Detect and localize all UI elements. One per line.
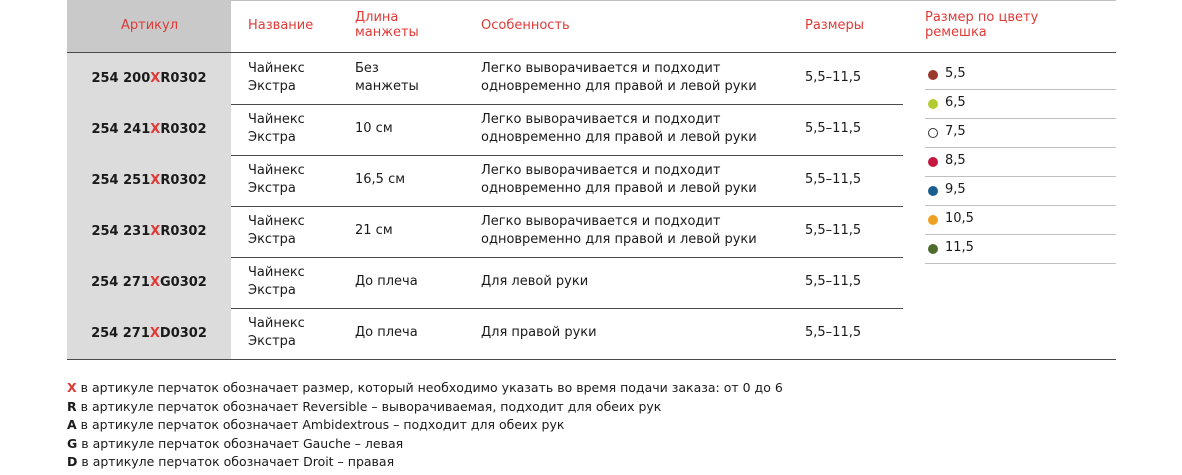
header-sizes: Размеры: [805, 18, 865, 33]
color-size-list: [925, 61, 1116, 264]
product-name: [248, 315, 305, 351]
product-name: [248, 264, 305, 300]
color-size-item: [925, 177, 1116, 206]
product-name-line2: Экстра: [248, 181, 296, 196]
legend-note-key: R: [67, 398, 77, 414]
cuff-length-line1: Без: [355, 61, 379, 76]
product-name-line2: Экстра: [248, 130, 296, 145]
color-size-label: 8,5: [945, 153, 966, 168]
article-prefix: 254 200: [91, 71, 151, 86]
legend-note-text: в артикуле перчаток обозначает Ambidextrous – подходит для обеих рук: [76, 417, 565, 432]
legend-note-text: в артикуле перчаток обозначает Gauche – левая: [77, 435, 404, 451]
feature: [481, 273, 588, 291]
color-size-label: 7,5: [945, 124, 966, 139]
cuff-length-line1: До плеча: [355, 325, 418, 340]
article-size-marker: X: [150, 122, 161, 137]
color-size-label: 11,5: [945, 240, 974, 255]
header-name: Название: [248, 18, 314, 33]
feature-line1: Для правой руки: [481, 325, 597, 340]
feature-line2: одновременно для правой и левой руки: [481, 232, 757, 247]
feature: [481, 324, 597, 342]
color-size-item: [925, 119, 1116, 148]
article-suffix: R0302: [160, 122, 207, 137]
header-color-line2: ремешка: [925, 25, 987, 40]
feature-line2: одновременно для правой и левой руки: [481, 79, 757, 94]
feature: [481, 60, 757, 96]
article-suffix: R0302: [160, 173, 207, 188]
table-row: [67, 104, 903, 155]
feature: [481, 213, 757, 249]
product-name-line2: Экстра: [248, 79, 296, 94]
article-code: [67, 206, 231, 257]
article-size-marker: X: [150, 71, 161, 86]
product-name: [248, 60, 305, 96]
color-size-label: 6,5: [945, 95, 966, 110]
legend-note: [67, 435, 783, 454]
strap-color-dot-icon: [928, 244, 938, 254]
product-name-line1: Чайнекс: [248, 316, 305, 331]
color-size-item: [925, 235, 1116, 264]
strap-color-dot-icon: [928, 99, 938, 109]
product-name-line1: Чайнекс: [248, 61, 305, 76]
feature: [481, 111, 757, 147]
cuff-length: [355, 222, 393, 240]
feature-line1: Легко выворачивается и подходит: [481, 61, 721, 76]
feature-line1: Для левой руки: [481, 274, 589, 289]
feature-line1: Легко выворачивается и подходит: [481, 214, 721, 229]
color-size-label: 5,5: [945, 66, 966, 81]
product-name: [248, 213, 305, 249]
product-name-line1: Чайнекс: [248, 214, 305, 229]
header-top-line: [231, 0, 1116, 1]
product-name-line1: Чайнекс: [248, 265, 305, 280]
article-prefix: 254 231: [91, 224, 151, 239]
header-color-line1: Размер по цвету: [925, 10, 1039, 25]
table-row: [67, 308, 903, 359]
article-size-marker: X: [149, 275, 160, 290]
cuff-length-line1: 10 см: [355, 121, 393, 136]
legend-note: [67, 398, 783, 417]
table-bottom-line: [67, 359, 1116, 360]
size-range: 5,5–11,5: [805, 274, 862, 289]
product-name: [248, 111, 305, 147]
feature: [481, 162, 757, 198]
article-code: [67, 257, 231, 308]
product-name-line2: Экстра: [248, 232, 296, 247]
strap-color-dot-icon: [928, 157, 938, 167]
article-suffix: G0302: [159, 275, 207, 290]
cuff-length: [355, 273, 418, 291]
table-header: [67, 0, 1116, 52]
legend-note-key: A: [67, 417, 77, 432]
header-cuff: [355, 10, 419, 40]
feature-line2: одновременно для правой и левой руки: [481, 181, 757, 196]
header-feature: Особенность: [481, 18, 570, 33]
color-size-item: [925, 148, 1116, 177]
cuff-length-line1: 16,5 см: [355, 172, 406, 187]
product-name-line1: Чайнекс: [248, 163, 305, 178]
legend-note: [67, 416, 783, 435]
size-range: 5,5–11,5: [805, 223, 862, 238]
article-prefix: 254 251: [91, 173, 151, 188]
article-prefix: 254 271: [91, 326, 150, 341]
article-prefix: 254 271: [91, 275, 150, 290]
legend-note: [67, 453, 783, 472]
header-color-size: [925, 10, 1038, 40]
strap-color-dot-icon: [928, 186, 938, 196]
header-cuff-line1: Длина: [355, 10, 399, 25]
article-size-marker: X: [150, 173, 161, 188]
table-row: [67, 257, 903, 308]
strap-color-dot-icon: [928, 128, 938, 138]
legend-note-text: в артикуле перчаток обозначает Droit – правая: [77, 454, 395, 469]
article-suffix: R0302: [160, 224, 207, 239]
header-article: Артикул: [121, 18, 179, 33]
article-suffix: R0302: [160, 71, 207, 86]
product-name-line2: Экстра: [248, 334, 296, 349]
cuff-length-line1: До плеча: [355, 274, 418, 289]
cuff-length: [355, 60, 419, 96]
article-prefix: 254 241: [91, 122, 151, 137]
table-row: [67, 155, 903, 206]
legend-note-key: X: [67, 380, 77, 395]
size-range: 5,5–11,5: [805, 325, 862, 340]
color-size-item: [925, 206, 1116, 235]
cuff-length: [355, 171, 405, 189]
strap-color-dot-icon: [928, 70, 938, 80]
product-name: [248, 162, 305, 198]
feature-line1: Легко выворачивается и подходит: [481, 163, 721, 178]
cuff-length-line1: 21 см: [355, 223, 393, 238]
size-range: 5,5–11,5: [805, 70, 862, 85]
size-range: 5,5–11,5: [805, 172, 862, 187]
legend-notes: [67, 379, 783, 472]
color-size-divider: [925, 263, 1116, 264]
header-cuff-line2: манжеты: [355, 25, 419, 40]
feature-line2: одновременно для правой и левой руки: [481, 130, 757, 145]
color-size-item: [925, 61, 1116, 90]
feature-line1: Легко выворачивается и подходит: [481, 112, 721, 127]
article-code: [67, 155, 231, 206]
article-size-marker: X: [149, 326, 160, 341]
table-row: [67, 206, 903, 257]
cuff-length: [355, 324, 418, 342]
article-code: [67, 53, 231, 104]
legend-note-key: D: [67, 454, 78, 469]
legend-note: [67, 379, 783, 398]
article-suffix: D0302: [159, 326, 207, 341]
legend-note-text: в артикуле перчаток обозначает Reversible – выворачиваемая, подходит для обеих рук: [76, 398, 662, 414]
cuff-length-line2: манжеты: [355, 79, 419, 94]
color-size-label: 9,5: [945, 182, 966, 197]
strap-color-dot-icon: [928, 215, 938, 225]
article-size-marker: X: [150, 224, 161, 239]
legend-note-key: G: [67, 435, 78, 451]
article-code: [67, 308, 231, 359]
legend-note-text: в артикуле перчаток обозначает размер, который необходимо указать во время подачи заказа: от 0 до 6: [76, 380, 783, 395]
cuff-length: [355, 120, 393, 138]
product-name-line1: Чайнекс: [248, 112, 305, 127]
color-size-label: 10,5: [945, 211, 974, 226]
product-name-line2: Экстра: [248, 283, 296, 298]
size-range: 5,5–11,5: [805, 121, 862, 136]
article-code: [67, 104, 231, 155]
color-size-item: [925, 90, 1116, 119]
table-row: [67, 53, 903, 104]
